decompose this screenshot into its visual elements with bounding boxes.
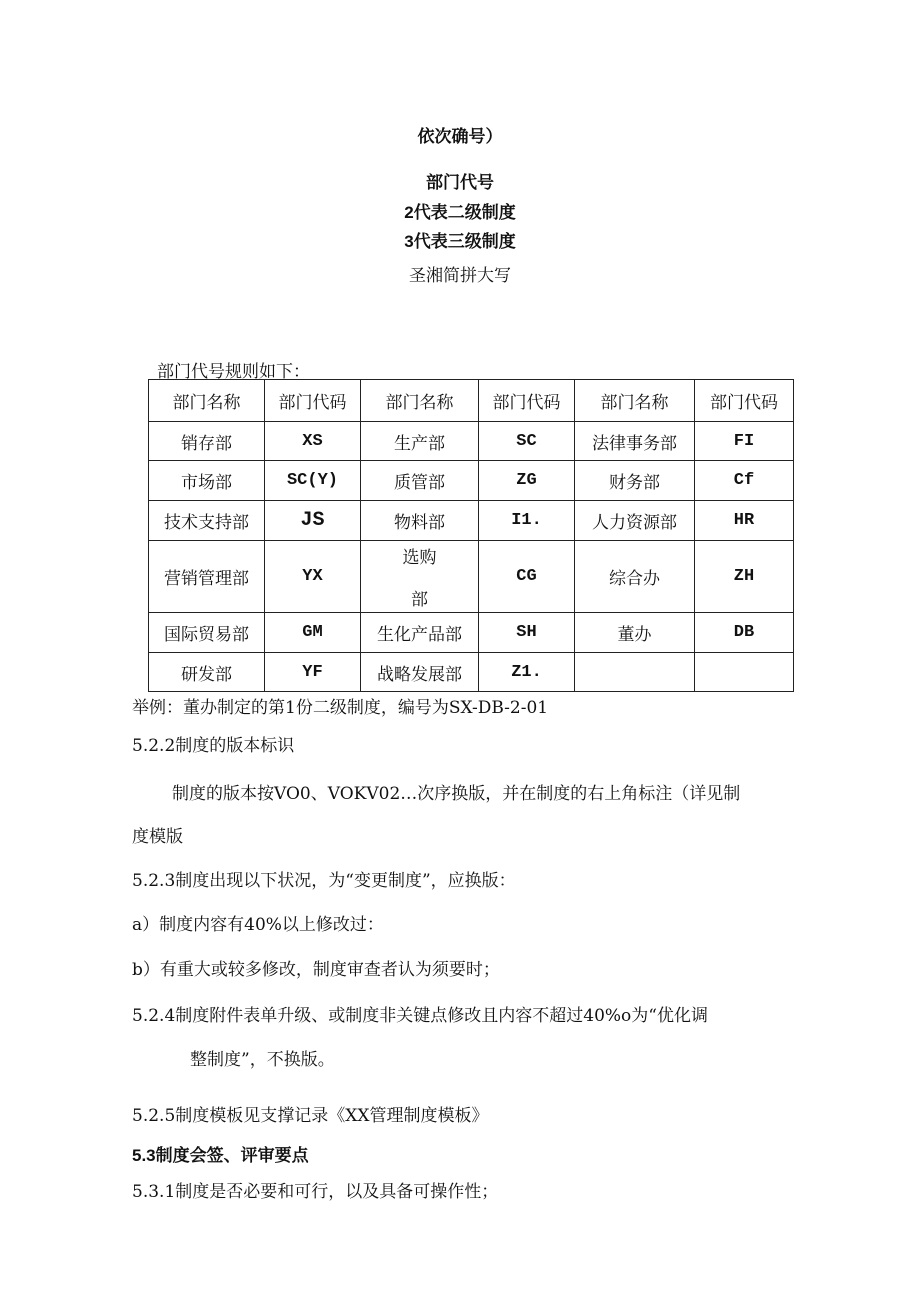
- split-cell-top-text: 选购: [402, 548, 437, 568]
- header-line-2: 部门代号: [426, 173, 494, 192]
- table-row: [149, 461, 794, 501]
- dept-code-cell: Z1.: [479, 653, 575, 692]
- version-paragraph-line-1: 制度的版本按VO0、VOKV02…次序换版，并在制度的右上角标注（详见制: [172, 784, 741, 804]
- header-line-1: 依次确号）: [417, 127, 503, 146]
- dept-code-cell: ZH: [695, 541, 794, 613]
- header-cell: 部门代码: [265, 380, 361, 422]
- dept-name-cell: 财务部: [575, 461, 695, 501]
- header-cell: 部门名称: [149, 380, 265, 422]
- dept-code-cell: DB: [695, 613, 794, 653]
- department-code-table: [148, 379, 794, 692]
- version-paragraph-line-2: 度模版: [132, 827, 183, 847]
- dept-code-cell: XS: [265, 422, 361, 461]
- table-row: [149, 541, 794, 613]
- header-cell: 部门代码: [695, 380, 794, 422]
- dept-name-cell: 物料部: [361, 501, 479, 541]
- dept-name-cell: 质管部: [361, 461, 479, 501]
- dept-code-cell: YX: [265, 541, 361, 613]
- list-item-b: b）有重大或较多修改，制度审查者认为须要时；: [132, 960, 500, 980]
- header-cell: 部门名称: [575, 380, 695, 422]
- table-caption: 部门代号规则如下：: [157, 362, 310, 382]
- dept-code-cell: SC(Y): [265, 461, 361, 501]
- header-cell: 部门代码: [479, 380, 575, 422]
- dept-code-cell: JS: [265, 501, 361, 541]
- dept-code-cell: ZG: [479, 461, 575, 501]
- dept-name-cell: 国际贸易部: [149, 613, 265, 653]
- section-5-2-4-line-1: 5.2.4制度附件表单升级、或制度非关键点修改且内容不超过40%o为“优化调: [132, 1006, 708, 1026]
- split-cell-bottom-text: 部: [411, 590, 428, 610]
- table-row: [149, 613, 794, 653]
- dept-name-cell: 研发部: [149, 653, 265, 692]
- section-5-3-1: 5.3.1制度是否必要和可行，以及具备可操作性；: [132, 1182, 499, 1202]
- section-heading-5-3: 5.3制度会签、评审要点: [132, 1146, 309, 1165]
- dept-code-cell: FI: [695, 422, 794, 461]
- table-row: [149, 653, 794, 692]
- example-text: 举例：董办制定的第1份二级制度，编号为SX-DB-2-01: [132, 698, 549, 718]
- dept-name-cell: 生化产品部: [361, 613, 479, 653]
- dept-name-cell: 战略发展部: [361, 653, 479, 692]
- dept-code-cell: HR: [695, 501, 794, 541]
- header-line-4: 3代表三级制度: [404, 232, 516, 251]
- dept-code-cell: SH: [479, 613, 575, 653]
- dept-name-cell: 生产部: [361, 422, 479, 461]
- dept-name-cell: 董办: [575, 613, 695, 653]
- dept-name-cell: 销存部: [149, 422, 265, 461]
- dept-name-cell: 综合办: [575, 541, 695, 613]
- dept-code-cell: YF: [265, 653, 361, 692]
- dept-code-cell: [695, 653, 794, 692]
- dept-code-cell: I1.: [479, 501, 575, 541]
- dept-name-cell: 营销管理部: [149, 541, 265, 613]
- header-cell: 部门名称: [361, 380, 479, 422]
- list-item-a: a）制度内容有40%以上修改过：: [132, 915, 384, 935]
- dept-name-cell: [575, 653, 695, 692]
- dept-name-cell: 技术支持部: [149, 501, 265, 541]
- table-row: [149, 422, 794, 461]
- section-heading-5-2-2: 5.2.2制度的版本标识: [132, 736, 295, 756]
- section-5-2-5: 5.2.5制度模板见支撑记录《XX管理制度模板》: [132, 1106, 489, 1126]
- dept-name-cell: 市场部: [149, 461, 265, 501]
- dept-code-cell: Cf: [695, 461, 794, 501]
- dept-code-cell: SC: [479, 422, 575, 461]
- dept-code-cell: CG: [479, 541, 575, 613]
- dept-name-cell-split: [361, 541, 479, 613]
- table-header-row: [149, 380, 794, 422]
- header-line-5: 圣湘简拼大写: [409, 266, 511, 285]
- dept-name-cell: 人力资源部: [575, 501, 695, 541]
- table-row: [149, 501, 794, 541]
- section-heading-5-2-3: 5.2.3制度出现以下状况，为“变更制度”，应换版：: [132, 871, 516, 891]
- header-line-3: 2代表二级制度: [404, 203, 516, 222]
- section-5-2-4-line-2: 整制度”，不换版。: [190, 1050, 335, 1070]
- dept-name-cell: 法律事务部: [575, 422, 695, 461]
- dept-code-cell: GM: [265, 613, 361, 653]
